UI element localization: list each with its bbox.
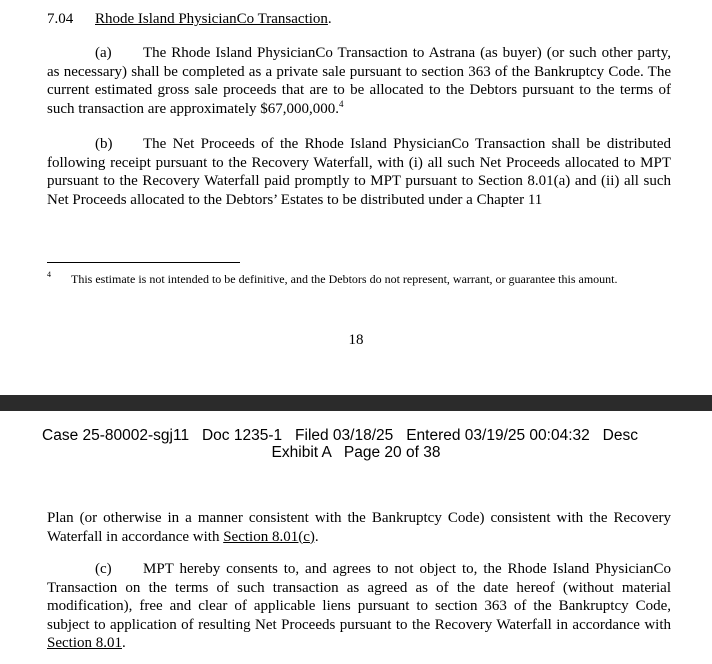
section-title-period: . bbox=[327, 11, 332, 27]
footnote bbox=[47, 271, 647, 287]
document-page-bottom bbox=[0, 411, 712, 664]
case-header-line2: Exhibit A Page 20 of 38 bbox=[271, 444, 441, 461]
paragraph-c-label: (c) bbox=[95, 561, 112, 577]
paragraph-c bbox=[47, 560, 671, 653]
footnote-number: 4 bbox=[47, 270, 51, 279]
section-ref-link: Section 8.01(c) bbox=[223, 528, 315, 545]
section-ref-link-2: Section 8.01 bbox=[47, 635, 122, 651]
continuation-paragraph bbox=[47, 509, 671, 546]
paragraph-a-text: The Rhode Island PhysicianCo Transaction to Astrana (as buyer) (or such other party, as necessary) shall be completed as a private sale pursuant to section 363 of the Bankruptcy Code. The current estimated gross sale proceeds that are to be allocated to the Debtors pursuant to the terms of such transaction are approximately $67,000,000. bbox=[47, 45, 671, 117]
case-header-line1: Case 25-80002-sgj11 Doc 1235-1 Filed 03/18/25 Entered 03/19/25 00:04:32 Desc bbox=[42, 427, 638, 444]
paragraph-b bbox=[47, 135, 671, 209]
footnote-divider bbox=[47, 262, 240, 263]
footnote-text: This estimate is not intended to be definitive, and the Debtors do not represent, warrant, or guarantee this amount. bbox=[71, 272, 618, 286]
section-title: Rhode Island PhysicianCo Transaction bbox=[95, 11, 328, 27]
paragraph-a bbox=[47, 44, 671, 118]
paragraph-a-label: (a) bbox=[95, 45, 112, 61]
continuation-period: . bbox=[314, 528, 319, 545]
continuation-text: Plan (or otherwise in a manner consistent with the Bankruptcy Code) consistent with the Recovery Waterfall in accordance with bbox=[47, 510, 671, 545]
page-number: 18 bbox=[348, 332, 364, 348]
footnote-ref: 4 bbox=[339, 98, 344, 109]
paragraph-c-text: MPT hereby consents to, and agrees to not object to, the Rhode Island PhysicianCo Transaction on the terms of such transaction as agreed as of the date hereof (without material modification), free and clear of applicable liens pursuant to section 363 of the Bankruptcy Code, subject to application of resulting Net Proceeds pursuant to the Recovery Waterfall in accordance with bbox=[47, 561, 671, 633]
page-separator bbox=[0, 395, 712, 411]
paragraph-b-label: (b) bbox=[95, 136, 113, 152]
section-heading bbox=[47, 9, 332, 29]
section-number: 7.04 bbox=[47, 11, 74, 27]
paragraph-b-text: The Net Proceeds of the Rhode Island PhysicianCo Transaction shall be distributed following receipt pursuant to the Recovery Waterfall, with (i) all such Net Proceeds allocated to MPT pursuant to the Recovery Waterfall paid promptly to MPT pursuant to Section 8.01(a) and (ii) all such Net Proceeds allocated to the Debtors’ Estates to be distributed under a Chapter 11 bbox=[47, 136, 671, 208]
paragraph-c-period: . bbox=[122, 635, 126, 651]
